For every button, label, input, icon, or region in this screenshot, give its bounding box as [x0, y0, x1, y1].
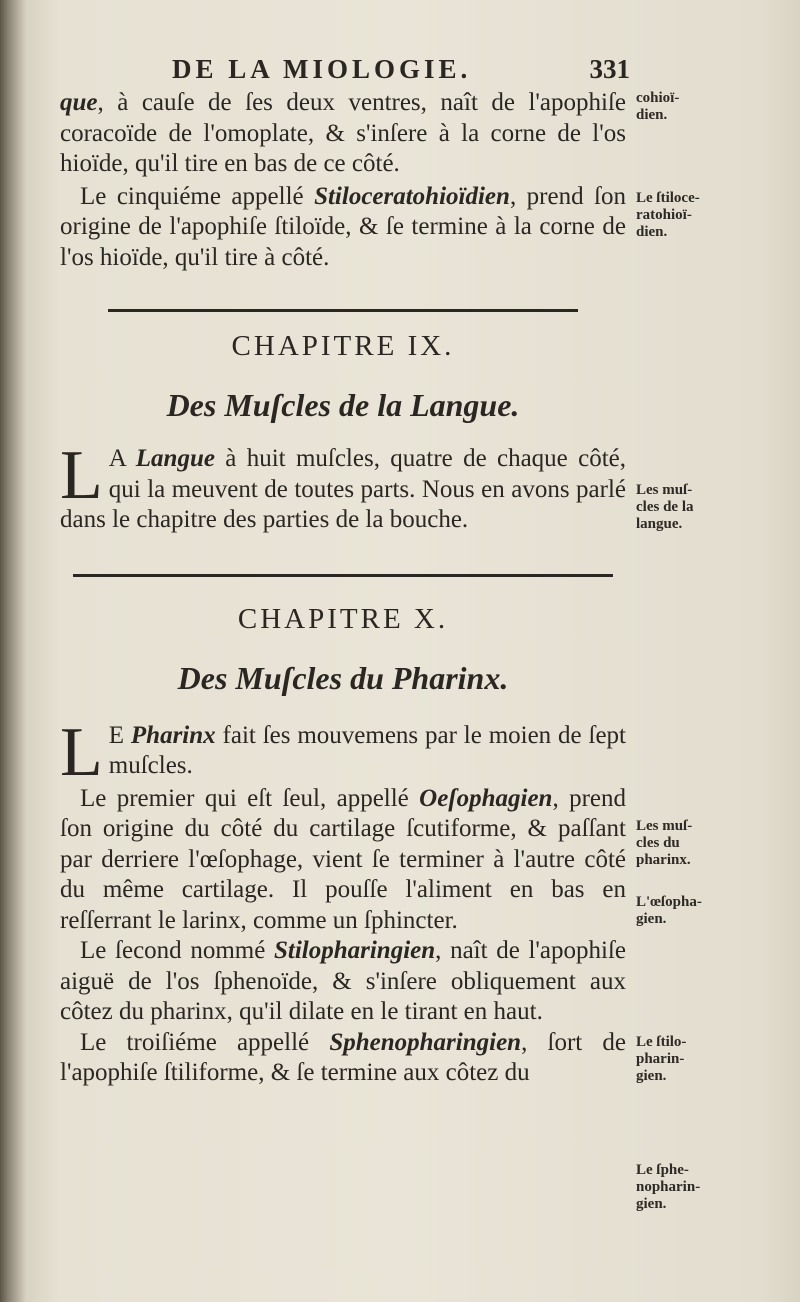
italic-term: Stilopharingien — [273, 937, 436, 964]
paragraph-text: Le troiſiéme appellé — [80, 1028, 330, 1056]
paragraph-text: Le premier qui eſt ſeul, appellé — [80, 784, 420, 812]
drop-cap: L — [60, 437, 103, 514]
margin-note: cohioï-dien. — [636, 90, 680, 123]
paragraph-1 — [60, 88, 626, 180]
italic-term: que — [60, 89, 98, 116]
chapter-9-title: CHAPITRE IX. — [231, 330, 455, 362]
paragraph-5 — [60, 784, 626, 937]
chapter-10-subtitle: Des Muſcles du Pharinx. — [177, 659, 509, 696]
paragraph-text: , prend ſon origine du côté du cartilage ſcutiforme, & paſſant par derriere l'œſophage, vient ſe terminer à l'autre côté du même cartilage. Il pouſſe l'aliment en bas en reſſerrant le larinx, comme un ſphincter. — [60, 784, 627, 934]
paragraph-text: , prend ſon origine de l'apophiſe ſtiloïde, & ſe termine à la corne de l'os hioïde, qu'il tire à côté. — [60, 182, 626, 271]
paragraph-3 — [60, 437, 626, 536]
margin-note: Les muſ-cles de la langue. — [636, 482, 694, 532]
main-text — [60, 88, 626, 1089]
section-rule — [108, 309, 578, 312]
italic-term: Stiloceratohioïdien — [314, 182, 510, 210]
italic-term: Oeſophagien — [419, 784, 553, 812]
paragraph-text: A — [108, 445, 136, 472]
paragraph-6 — [60, 936, 626, 1028]
margin-note: Le ſtiloce-ratohioï-dien. — [636, 190, 700, 240]
section-rule — [73, 574, 613, 577]
paragraph-2 — [60, 182, 626, 274]
paragraph-text: Le ſecond nommé — [80, 937, 274, 964]
paragraph-text: à huit muſcles, quatre de chaque côté, qui la meuvent de toutes parts. Nous en avons parlé dans le chapitre des parties de la bouche. — [60, 445, 626, 533]
drop-cap: L — [60, 713, 103, 791]
page-number: 331 — [589, 54, 630, 84]
paragraph-4 — [60, 713, 626, 791]
paragraph-text: fait ſes mouvemens par le moien de ſept muſcles. — [108, 721, 626, 779]
paragraph-text: Le cinquiéme appellé — [80, 182, 315, 210]
italic-term: Sphenopharingien — [329, 1028, 522, 1056]
italic-term: Pharinx — [130, 721, 216, 749]
paragraph-text: , naît de l'apophiſe aiguë de l'os ſphenoïde, & s'inſere obliquement aux côtez du pharinx, qu'il dilate en le tirant en haut. — [60, 937, 627, 1025]
paragraph-text: , à cauſe de ſes deux ventres, naît de l'apophiſe coracoïde de l'omoplate, & s'inſere à la corne de l'os hioïde, qu'il tire en bas de ce côté. — [60, 89, 626, 177]
margin-note: Le ſphe-nopharin-gien. — [636, 1162, 701, 1212]
chapter-9-subtitle: Des Muſcles de la Langue. — [166, 387, 520, 423]
margin-note: L'œſopha-gien. — [636, 894, 702, 927]
margin-note: Le ſtilo-pharin-gien. — [636, 1034, 687, 1084]
margin-note: Les muſ-cles du pharinx. — [636, 818, 693, 868]
paragraph-text: , ſort de l'apophiſe ſtiliforme, & ſe termine aux côtez du — [60, 1028, 626, 1086]
paragraph-7 — [60, 1028, 626, 1089]
chapter-10-title: CHAPITRE X. — [237, 602, 449, 635]
paragraph-text: E — [108, 721, 131, 749]
italic-term: Langue — [135, 445, 215, 472]
running-head: DE LA MIOLOGIE. — [172, 54, 472, 84]
